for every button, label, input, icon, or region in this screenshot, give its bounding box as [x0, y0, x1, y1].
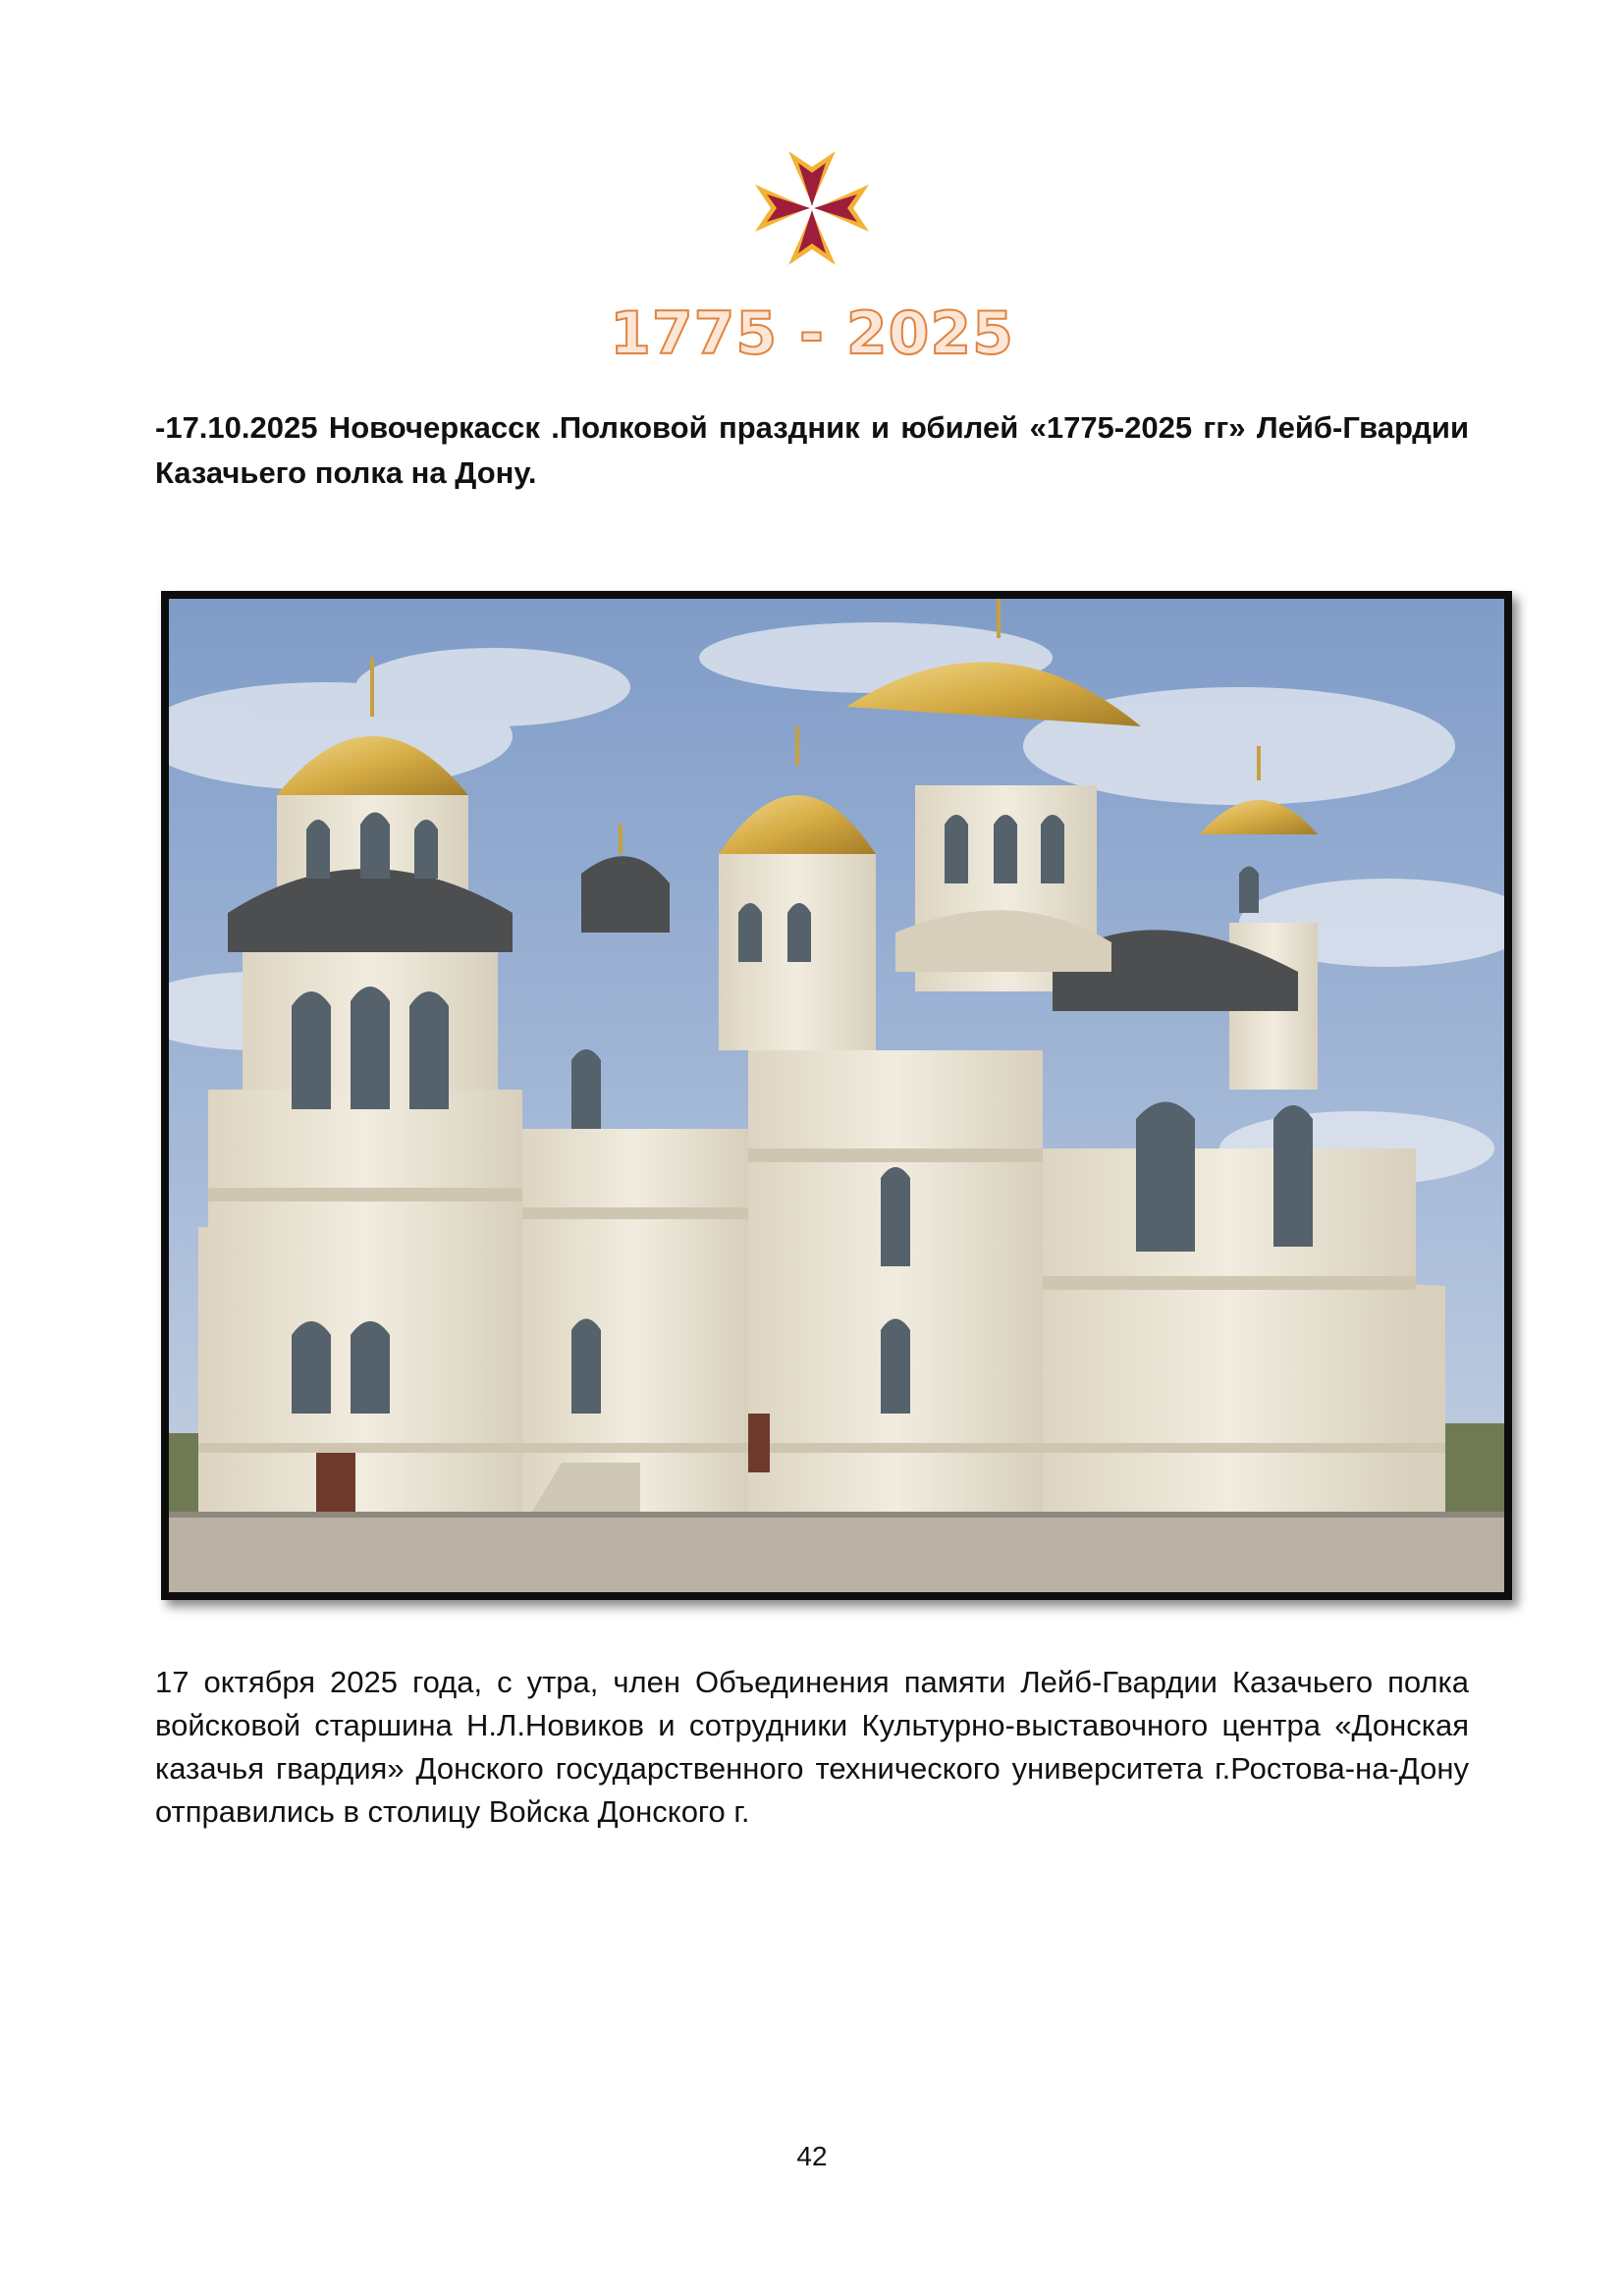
- anniversary-years: 1775 - 2025: [610, 299, 1014, 368]
- maltese-cross-icon: [753, 149, 871, 267]
- article-headline: -17.10.2025 Новочеркасск .Полковой праздник и юбилей «1775-2025 гг» Лейб-Гвардии Казачьего полка на Дону.: [155, 410, 1469, 490]
- page-number: 42: [796, 2141, 828, 2171]
- cathedral-photo: [161, 591, 1512, 1600]
- article-body: 17 октября 2025 года, с утра, член Объединения памяти Лейб-Гвардии Казачьего полка войсковой старшина Н.Л.Новиков и сотрудники Культурно-выставочного центра «Донская казачья гвардия» Донского государственного технического университета г.Ростова-на-Дону отправились в столицу Войска Донского г.: [155, 1665, 1469, 1829]
